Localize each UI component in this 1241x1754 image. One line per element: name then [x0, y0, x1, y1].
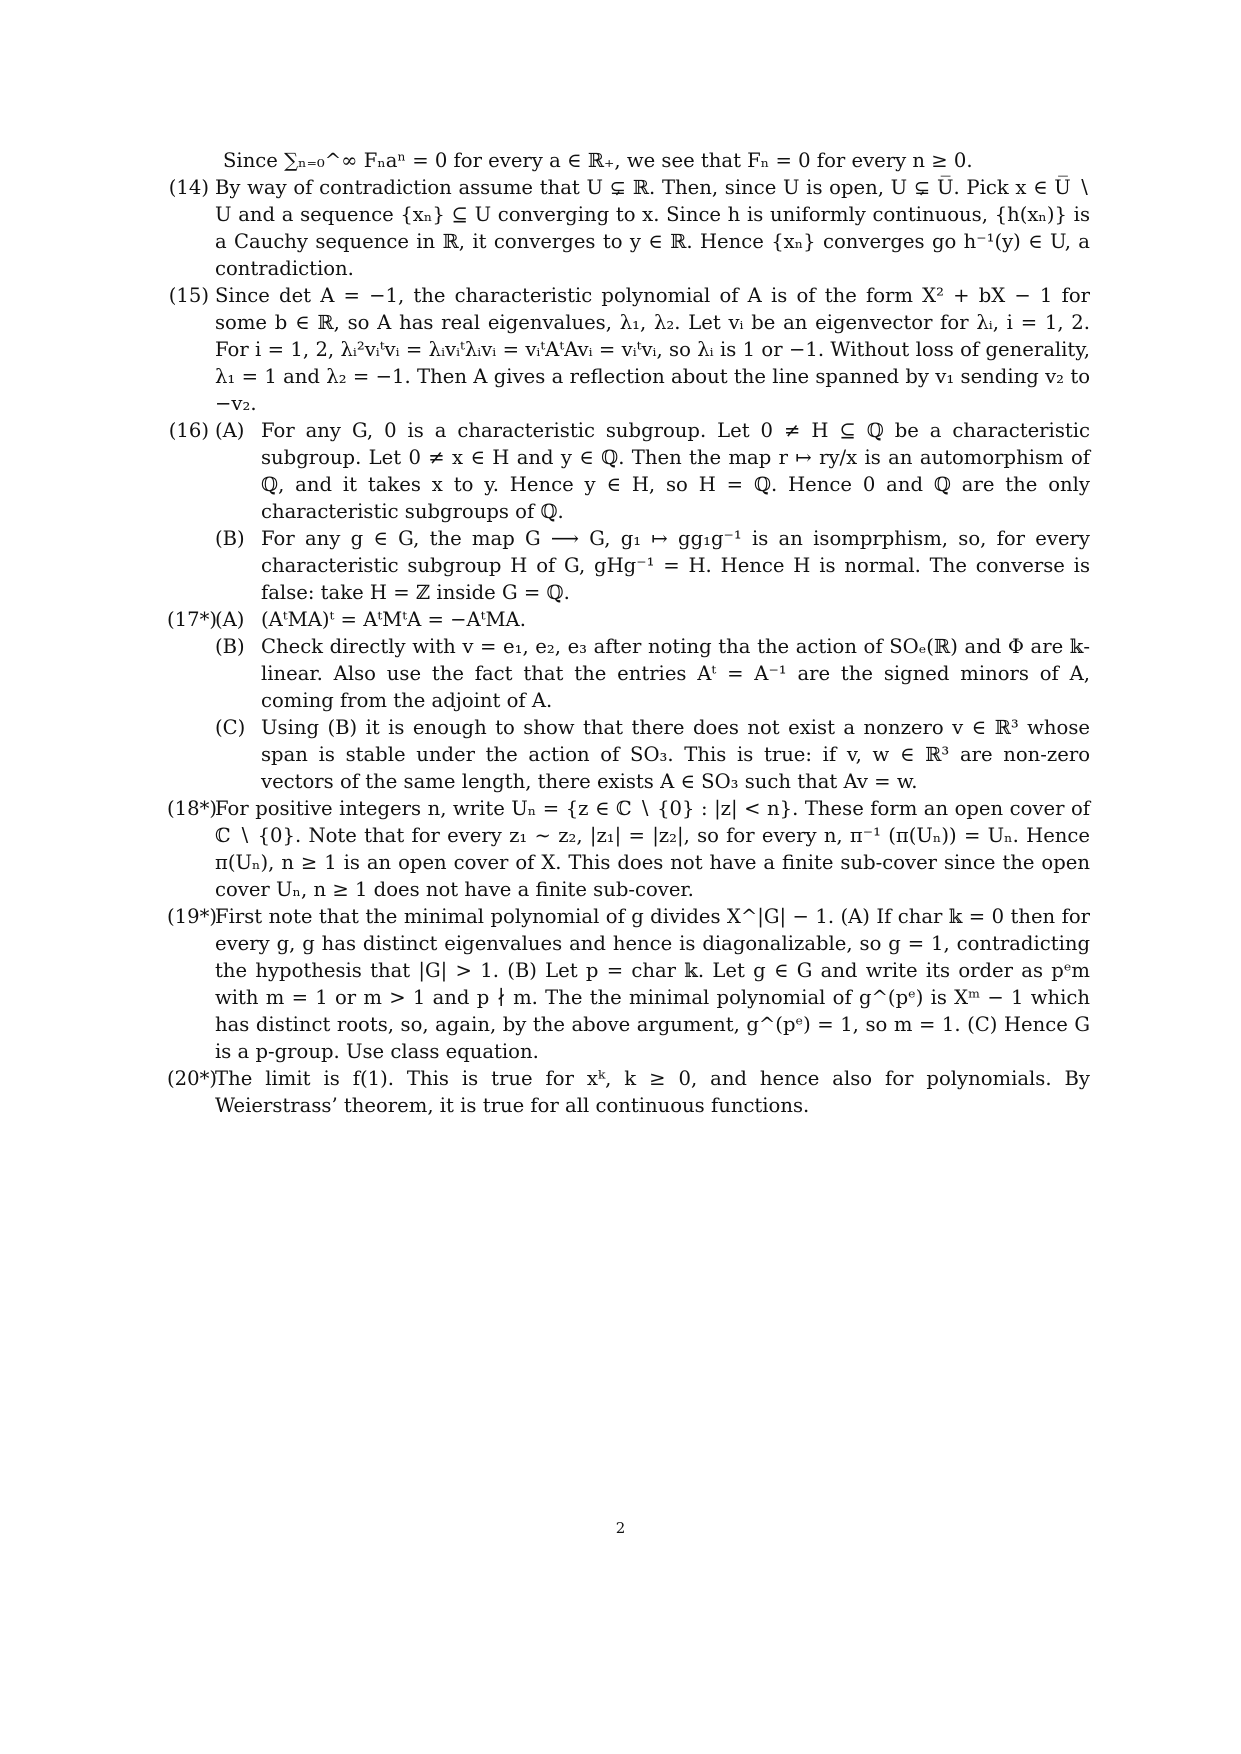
item-text: For positive integers n, write Uₙ = {z ∈ ℂ ∖ {0} : |z| < n}. These form an open cover of ℂ ∖ {0}. Note that for every z₁ ∼ z₂, |z₁| = |z₂|, so for every n, π⁻¹ (π(Uₙ)) = Uₙ. Hence π(Uₙ), n ≥ 1 is an open cover of X. This does not have a finite sub-cover since the open cover Uₙ, n ≥ 1 does not have a finite sub-cover. — [215, 797, 1090, 901]
item-number: (20*) — [167, 1067, 218, 1090]
subpart-b — [215, 525, 1090, 606]
item-number: (14) — [168, 176, 209, 199]
item-number: (18*) — [167, 797, 218, 820]
item-15 — [168, 282, 1090, 417]
item-number: (17*) — [167, 608, 218, 631]
subpart-text: Using (B) it is enough to show that there does not exist a nonzero v ∈ ℝ³ whose span is stable under the action of SO₃. This is true: if v, w ∈ ℝ³ are non-zero vectors of the same length, there exists A ∈ SO₃ such that Av = w. — [261, 716, 1090, 793]
item-text: First note that the minimal polynomial of g divides X^|G| − 1. (A) If char 𝕜 = 0 then for every g, g has distinct eigenvalues and hence is diagonalizable, so g = 1, contradicting the hypothesis that |G| > 1. (B) Let p = char 𝕜. Let g ∈ G and write its order as pᵉm with m = 1 or m > 1 and p ∤ m. The the minimal polynomial of g^(pᵉ) is Xᵐ − 1 which has distinct roots, so, again, by the above argument, g^(pᵉ) = 1, so m = 1. (C) Hence G is a p-group. Use class equation. — [215, 905, 1090, 1063]
subpart-label: (B) — [215, 635, 245, 658]
subpart-label: (B) — [215, 527, 245, 550]
item-text: Since det A = −1, the characteristic polynomial of A is of the form X² + bX − 1 for some b ∈ ℝ, so A has real eigenvalues, λ₁, λ₂. Let vᵢ be an eigenvector for λᵢ, i = 1, 2. For i = 1, 2, λᵢ²vᵢᵗvᵢ = λᵢvᵢᵗλᵢvᵢ = vᵢᵗAᵗAvᵢ = vᵢᵗvᵢ, so λᵢ is 1 or −1. Without loss of generality, λ₁ = 1 and λ₂ = −1. Then A gives a reflection about the line spanned by v₁ sending v₂ to −v₂. — [215, 284, 1090, 415]
item-subparts — [215, 606, 1090, 795]
subpart-text: (AᵗMA)ᵗ = AᵗMᵗA = −AᵗMA. — [261, 608, 526, 631]
subpart-a — [215, 417, 1090, 525]
item-20 — [167, 1065, 1090, 1119]
subpart-text: For any G, 0 is a characteristic subgroup. Let 0 ≠ H ⊆ ℚ be a characteristic subgroup. Let 0 ≠ x ∈ H and y ∈ ℚ. Then the map r ↦ ry/x is an automorphism of ℚ, and it takes x to y. Hence y ∈ H, so H = ℚ. Hence 0 and ℚ are the only characteristic subgroups of ℚ. — [261, 419, 1090, 523]
subpart-label: (A) — [215, 608, 245, 631]
subpart-text: For any g ∈ G, the map G ⟶ G, g₁ ↦ gg₁g⁻¹ is an isomprphism, so, for every characteristic subgroup H of G, gHg⁻¹ = H. Hence H is normal. The converse is false: take H = ℤ inside G = ℚ. — [261, 527, 1090, 604]
item-text: The limit is f(1). This is true for xᵏ, k ≥ 0, and hence also for polynomials. By Weierstrass’ theorem, it is true for all continuous functions. — [215, 1067, 1090, 1117]
item-18 — [167, 795, 1090, 903]
document-body — [167, 147, 1090, 1119]
subpart-label: (C) — [215, 716, 246, 739]
item-text: By way of contradiction assume that U ⊊ ℝ. Then, since U is open, U ⊊ U̅. Pick x ∈ U̅ ∖ U and a sequence {xₙ} ⊆ U converging to x. Since h is uniformly continuous, {h(xₙ)} is a Cauchy sequence in ℝ, it converges to y ∈ ℝ. Hence {xₙ} converges go h⁻¹(y) ∈ U, a contradiction. — [215, 176, 1090, 280]
subpart-a — [215, 606, 1090, 633]
subpart-c — [215, 714, 1090, 795]
item-number: (19*) — [167, 905, 218, 928]
item-17 — [167, 606, 1090, 795]
page-number: 2 — [615, 1519, 626, 1537]
subpart-b — [215, 633, 1090, 714]
continuation-line: Since ∑ₙ₌₀^∞ Fₙaⁿ = 0 for every a ∈ ℝ₊, we see that Fₙ = 0 for every n ≥ 0. — [223, 149, 973, 172]
subpart-label: (A) — [215, 419, 245, 442]
item-number: (15) — [168, 284, 209, 307]
item-14 — [168, 174, 1090, 282]
subpart-text: Check directly with v = e₁, e₂, e₃ after noting tha the action of SOₑ(ℝ) and Φ are 𝕜-linear. Also use the fact that the entries Aᵗ = A⁻¹ are the signed minors of A, coming from the adjoint of A. — [261, 635, 1090, 712]
item-16 — [168, 417, 1090, 606]
item-19 — [167, 903, 1090, 1065]
item-number: (16) — [168, 419, 209, 442]
item-subparts — [215, 417, 1090, 606]
